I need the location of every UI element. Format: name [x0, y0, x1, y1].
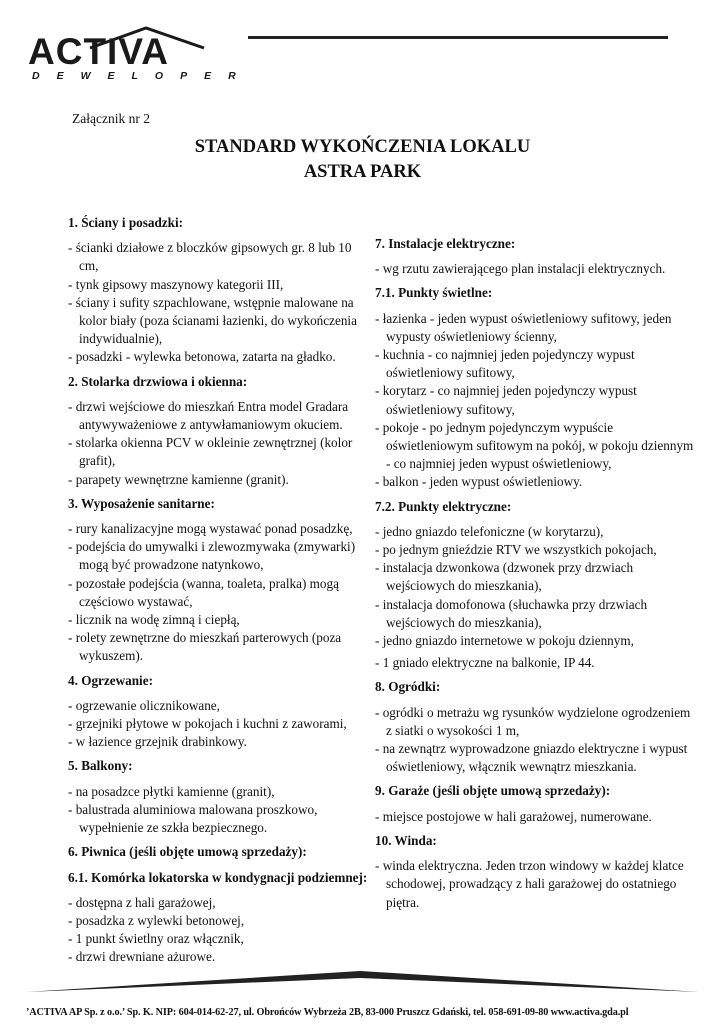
- logo-word: ACTIVA: [28, 31, 169, 72]
- subsection-heading: 6.1. Komórka lokatorska w kondygnacji podziemnej:: [68, 869, 368, 885]
- section-electric-points: [375, 498, 697, 673]
- section-heading: 1. Ściany i posadzki:: [68, 215, 184, 230]
- list-item: - drzwi wejściowe do mieszkań Entra model Gradara antywyważeniowe z antywłamaniowym okuciem.: [68, 398, 349, 433]
- section-elevator: [375, 832, 697, 912]
- document-title: STANDARD WYKOŃCZENIA LOKALU: [194, 137, 531, 157]
- left-column: [68, 214, 368, 973]
- list-item: - tynk gipsowy maszynowy kategorii III,: [68, 276, 284, 292]
- section-basement: [68, 843, 368, 966]
- section-light-points: [375, 284, 697, 491]
- list-item: - stolarka okienna PCV w okleinie zewnętrznej (kolor grafit),: [68, 435, 353, 469]
- list-item: - wg rzutu zawierającego plan instalacji elektrycznych.: [375, 261, 666, 277]
- list-item: - podejścia do umywalki i zlewozmywaka (zmywarki) mogą być prowadzone natynkowo,: [68, 539, 356, 573]
- document-subtitle: ASTRA PARK: [303, 162, 422, 182]
- section-electrical: [375, 235, 697, 278]
- list-item: - rolety zewnętrzne do mieszkań parterowych (poza wykuszem).: [68, 630, 342, 664]
- list-item: - jedno gniazdo telefoniczne (w korytarzu),: [375, 523, 604, 539]
- list-item: - pozostałe podejścia (wanna, toaleta, pralka) mogą częściowo wystawać,: [68, 575, 339, 609]
- list-item: - licznik na wodę zimną i ciepłą,: [68, 612, 240, 628]
- list-item: - ścianki działowe z bloczków gipsowych gr. 8 lub 10 cm,: [68, 240, 352, 274]
- list-item: - korytarz - co najmniej jeden pojedynczy wypust oświetleniowy sufitowy,: [375, 383, 637, 417]
- section-garages: [375, 782, 697, 825]
- section-heading: 3. Wyposażenie sanitarne:: [68, 495, 215, 511]
- right-column: [375, 235, 697, 918]
- section-heading: 9. Garaże (jeśli objęte umową sprzedaży):: [375, 783, 611, 799]
- activa-logo: [28, 24, 258, 86]
- list-item: - instalacja dzwonkowa (dzwonek przy drzwiach wejściowych do mieszkania),: [375, 560, 634, 594]
- section-heading: 6. Piwnica (jeśli objęte umową sprzedaży):: [68, 844, 307, 860]
- section-heading: 10. Winda:: [375, 832, 437, 848]
- list-item: - ściany i sufity szpachlowane, wstępnie malowane na kolor biały (poza ścianami łazienki, do wykończenia indywidualnie),: [68, 294, 357, 347]
- section-sanitary: [68, 495, 368, 666]
- list-item: - winda elektryczna. Jeden trzon windowy w każdej klatce schodowej, prowadzący z hali garażowej do ostatniego piętra.: [375, 858, 684, 910]
- section-heading: 2. Stolarka drzwiowa i okienna:: [68, 373, 248, 389]
- list-item: - posadzka z wylewki betonowej,: [68, 912, 245, 928]
- list-item: - 1 gniado elektryczne na balkonie, IP 44.: [375, 655, 595, 671]
- section-heating: [68, 672, 368, 752]
- list-item: - ogródki o metrażu wg rysunków wydzielone ogrodzeniem z siatki o wysokości 1 m,: [375, 704, 691, 738]
- list-item: - kuchnia - co najmniej jeden pojedynczy wypust oświetleniowy sufitowy,: [375, 347, 635, 381]
- list-item: - instalacja domofonowa (słuchawka przy drzwiach wejściowych do mieszkania),: [375, 596, 648, 630]
- list-item: - drzwi drewniane ażurowe.: [68, 949, 216, 965]
- list-item: - w łazience grzejnik drabinkowy.: [68, 734, 247, 750]
- section-heading: 7. Instalacje elektryczne:: [375, 236, 516, 251]
- roof-line-icon: [0, 968, 725, 998]
- list-item: - posadzki - wylewka betonowa, zatarta na gładko.: [68, 349, 336, 365]
- section-heading: 7.2. Punkty elektryczne:: [375, 498, 512, 514]
- list-item: - balkon - jeden wypust oświetleniowy.: [375, 474, 583, 490]
- list-item: - łazienka - jeden wypust oświetleniowy sufitowy, jeden wypusty oświetleniowy ścienny,: [375, 310, 672, 344]
- list-item: - ogrzewanie olicznikowane,: [68, 697, 220, 713]
- list-item: - miejsce postojowe w hali garażowej, numerowane.: [375, 808, 652, 824]
- list-item: - parapety wewnętrzne kamienne (granit).: [68, 471, 289, 487]
- list-item: - na posadzce płytki kamienne (granit),: [68, 783, 275, 799]
- list-item: - na zewnątrz wyprowadzone gniazdo elektryczne i wypust oświetleniowy, włącznik wewnątrz mieszkania.: [375, 741, 688, 775]
- list-item: - po jednym gnieździe RTV we wszystkich pokojach,: [375, 542, 657, 558]
- section-heading: 4. Ogrzewanie:: [68, 672, 153, 688]
- list-item: - jedno gniazdo internetowe w pokoju dziennym,: [375, 633, 634, 649]
- section-joinery: [68, 373, 368, 489]
- list-item: - grzejniki płytowe w pokojach i kuchni z zaworami,: [68, 716, 347, 732]
- list-item: - pokoje - po jednym pojedynczym wypuście oświetleniowym sufitowym na pokój, w pokoju dziennym - co najmniej jeden wypust oświetleniowy,: [375, 419, 694, 472]
- section-heading: 7.1. Punkty świetlne:: [375, 285, 493, 301]
- section-gardens: [375, 678, 697, 776]
- logo-subtitle: DEWELOPER: [32, 70, 253, 82]
- list-item: - rury kanalizacyjne mogą wystawać ponad posadzkę,: [68, 521, 353, 537]
- footer-text: ’ACTIVA AP Sp. z o.o.’ Sp. K. NIP: 604-014-62-27, ul. Obrońców Wybrzeża 2B, 83-000 Pruszcz Gdański, tel. 058-691-09-80 www.activa.gda.pl: [26, 1007, 629, 1018]
- annex-label: Załącznik nr 2: [72, 111, 150, 126]
- header-rule: [248, 36, 668, 39]
- section-balconies: [68, 757, 368, 837]
- section-heading: 5. Balkony:: [68, 758, 133, 774]
- section-heading: 8. Ogródki:: [375, 679, 441, 695]
- section-walls-floors: [68, 214, 368, 367]
- list-item: - 1 punkt świetlny oraz włącznik,: [68, 931, 244, 947]
- list-item: - dostępna z hali garażowej,: [68, 894, 216, 910]
- list-item: - balustrada aluminiowa malowana proszkowo, wypełnienie ze szkła bezpiecznego.: [68, 801, 318, 836]
